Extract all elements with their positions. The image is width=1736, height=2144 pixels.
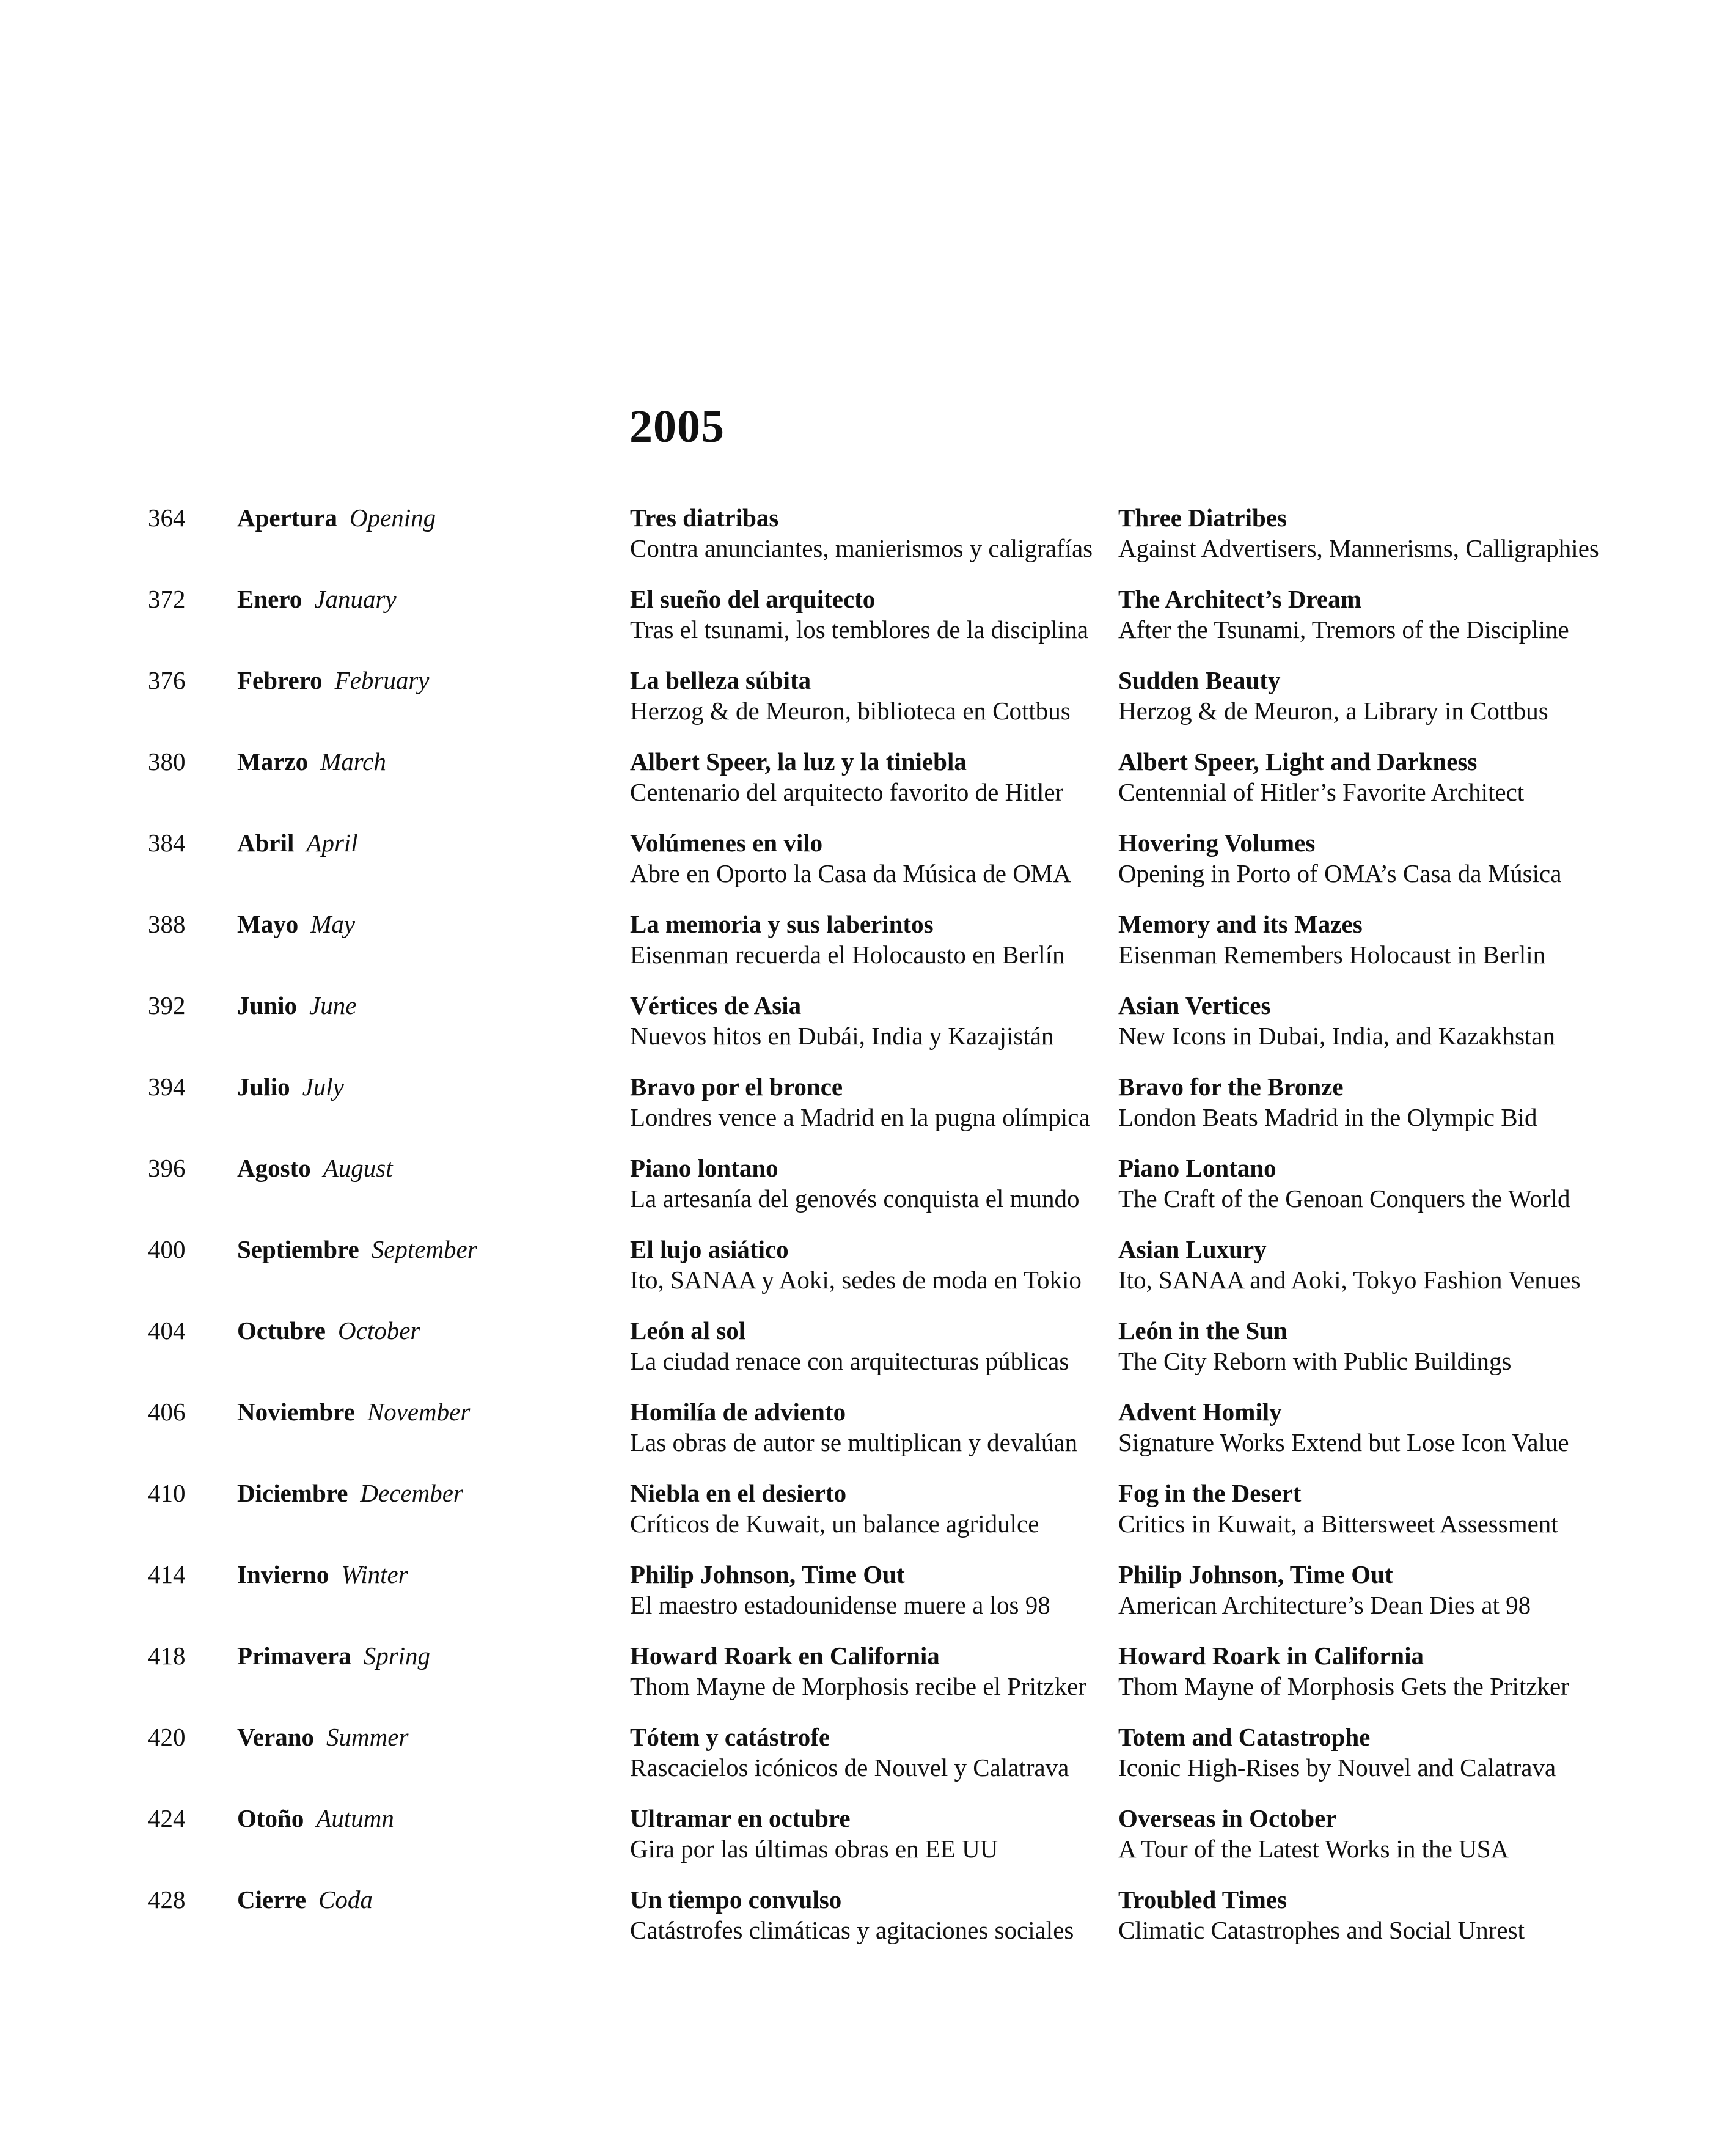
toc-entry bbox=[0, 1397, 1736, 1478]
section-label bbox=[237, 828, 358, 858]
spanish-article bbox=[630, 584, 1088, 645]
spanish-subtitle: Rascacielos icónicos de Nouvel y Calatrava bbox=[630, 1753, 1069, 1782]
english-title: Totem and Catastrophe bbox=[1118, 1723, 1371, 1751]
spanish-article bbox=[630, 1153, 1079, 1214]
spanish-article bbox=[630, 1722, 1069, 1783]
section-label bbox=[237, 990, 356, 1021]
english-title: Troubled Times bbox=[1118, 1885, 1287, 1914]
english-article bbox=[1118, 1478, 1558, 1539]
spanish-article bbox=[630, 1559, 1050, 1620]
english-article bbox=[1118, 828, 1561, 889]
english-subtitle: Herzog & de Meuron, a Library in Cottbus bbox=[1118, 697, 1548, 725]
spanish-title: Vértices de Asia bbox=[630, 991, 802, 1019]
section-label bbox=[237, 1722, 408, 1752]
section-spanish: Verano bbox=[237, 1723, 315, 1751]
spanish-subtitle: Tras el tsunami, los temblores de la disciplina bbox=[630, 615, 1089, 644]
spanish-title: Homilía de adviento bbox=[630, 1398, 846, 1426]
section-label bbox=[237, 584, 397, 614]
spanish-article bbox=[630, 1803, 998, 1864]
english-subtitle: The Craft of the Genoan Conquers the World bbox=[1118, 1184, 1570, 1213]
section-spanish: Abril bbox=[237, 829, 295, 857]
section-spanish: Apertura bbox=[237, 504, 337, 532]
section-english: March bbox=[320, 747, 386, 776]
page-number: 384 bbox=[148, 829, 186, 857]
english-subtitle: New Icons in Dubai, India, and Kazakhstan bbox=[1118, 1022, 1555, 1050]
english-title: Advent Homily bbox=[1118, 1398, 1282, 1426]
year-heading: 2005 bbox=[629, 401, 725, 452]
section-label bbox=[237, 665, 430, 696]
spanish-subtitle: Eisenman recuerda el Holocausto en Berlín bbox=[630, 941, 1065, 969]
section-english: June bbox=[309, 991, 357, 1019]
toc-entry bbox=[0, 1559, 1736, 1640]
english-title: León in the Sun bbox=[1118, 1316, 1287, 1345]
toc-entry bbox=[0, 1803, 1736, 1884]
spanish-title: El lujo asiático bbox=[630, 1235, 789, 1263]
section-label bbox=[237, 1884, 373, 1915]
section-english: December bbox=[360, 1479, 463, 1507]
section-label bbox=[237, 1559, 408, 1590]
english-title: Bravo for the Bronze bbox=[1118, 1073, 1344, 1101]
toc-entry bbox=[0, 828, 1736, 909]
english-subtitle: A Tour of the Latest Works in the USA bbox=[1118, 1835, 1509, 1863]
spanish-title: Ultramar en octubre bbox=[630, 1804, 851, 1832]
section-spanish: Enero bbox=[237, 585, 302, 613]
section-spanish: Junio bbox=[237, 991, 297, 1019]
spanish-title: Niebla en el desierto bbox=[630, 1479, 847, 1507]
english-title: Piano Lontano bbox=[1118, 1154, 1276, 1182]
english-article bbox=[1118, 502, 1599, 564]
page-number: 396 bbox=[148, 1154, 186, 1182]
section-label bbox=[237, 1640, 430, 1671]
english-subtitle: Opening in Porto of OMA’s Casa da Música bbox=[1118, 859, 1562, 887]
spanish-title: Volúmenes en vilo bbox=[630, 829, 823, 857]
page-number: 376 bbox=[148, 666, 186, 694]
spanish-title: Bravo por el bronce bbox=[630, 1073, 843, 1101]
section-english: Opening bbox=[349, 504, 436, 532]
section-english: Coda bbox=[318, 1885, 373, 1914]
section-label bbox=[237, 502, 436, 533]
section-spanish: Otoño bbox=[237, 1804, 304, 1832]
english-subtitle: After the Tsunami, Tremors of the Discipline bbox=[1118, 615, 1569, 644]
english-subtitle: Critics in Kuwait, a Bittersweet Assessment bbox=[1118, 1510, 1558, 1538]
english-article bbox=[1118, 1559, 1531, 1620]
spanish-article bbox=[630, 1315, 1069, 1376]
spanish-subtitle: Gira por las últimas obras en EE UU bbox=[630, 1835, 998, 1863]
section-english: April bbox=[306, 829, 358, 857]
section-english: November bbox=[367, 1398, 471, 1426]
section-english: Winter bbox=[341, 1560, 408, 1588]
english-title: Asian Vertices bbox=[1118, 991, 1271, 1019]
toc-entry bbox=[0, 746, 1736, 828]
spanish-subtitle: Abre en Oporto la Casa da Música de OMA bbox=[630, 859, 1071, 887]
spanish-article bbox=[630, 1397, 1077, 1458]
section-label bbox=[237, 1803, 394, 1834]
section-spanish: Septiembre bbox=[237, 1235, 359, 1263]
section-english: July bbox=[302, 1073, 344, 1101]
spanish-subtitle: Londres vence a Madrid en la pugna olímpica bbox=[630, 1103, 1090, 1131]
page-number: 410 bbox=[148, 1479, 186, 1507]
toc-entry bbox=[0, 665, 1736, 746]
spanish-article bbox=[630, 1234, 1082, 1295]
english-article bbox=[1118, 990, 1555, 1051]
english-title: Sudden Beauty bbox=[1118, 666, 1281, 694]
spanish-article bbox=[630, 665, 1071, 726]
english-article bbox=[1118, 1071, 1537, 1133]
english-article bbox=[1118, 1315, 1511, 1376]
english-subtitle: Centennial of Hitler’s Favorite Architect bbox=[1118, 778, 1525, 806]
page-number: 364 bbox=[148, 504, 186, 532]
english-article bbox=[1118, 1884, 1525, 1945]
toc-entry bbox=[0, 1071, 1736, 1153]
toc-entry bbox=[0, 990, 1736, 1071]
english-subtitle: Eisenman Remembers Holocaust in Berlin bbox=[1118, 941, 1546, 969]
section-spanish: Marzo bbox=[237, 747, 309, 776]
english-subtitle: Climatic Catastrophes and Social Unrest bbox=[1118, 1916, 1525, 1944]
spanish-title: León al sol bbox=[630, 1316, 746, 1345]
section-spanish: Cierre bbox=[237, 1885, 307, 1914]
spanish-article bbox=[630, 1640, 1086, 1702]
section-label bbox=[237, 746, 386, 777]
section-english: October bbox=[338, 1316, 420, 1345]
spanish-subtitle: Ito, SANAA y Aoki, sedes de moda en Tokio bbox=[630, 1266, 1082, 1294]
spanish-title: Albert Speer, la luz y la tiniebla bbox=[630, 747, 967, 776]
english-title: Howard Roark in California bbox=[1118, 1642, 1424, 1670]
spanish-subtitle: Nuevos hitos en Dubái, India y Kazajistán bbox=[630, 1022, 1054, 1050]
spanish-title: Piano lontano bbox=[630, 1154, 778, 1182]
section-english: May bbox=[310, 910, 356, 938]
spanish-subtitle: Centenario del arquitecto favorito de Hitler bbox=[630, 778, 1064, 806]
section-label bbox=[237, 909, 355, 939]
section-english: February bbox=[334, 666, 430, 694]
spanish-title: Philip Johnson, Time Out bbox=[630, 1560, 905, 1588]
spanish-subtitle: Críticos de Kuwait, un balance agridulce bbox=[630, 1510, 1039, 1538]
english-subtitle: Thom Mayne of Morphosis Gets the Pritzker bbox=[1118, 1672, 1569, 1700]
toc-entry bbox=[0, 1315, 1736, 1397]
page-number: 400 bbox=[148, 1235, 186, 1263]
english-title: The Architect’s Dream bbox=[1118, 585, 1361, 613]
spanish-title: Howard Roark en California bbox=[630, 1642, 940, 1670]
english-article bbox=[1118, 1153, 1570, 1214]
page-number: 388 bbox=[148, 910, 186, 938]
spanish-subtitle: Contra anunciantes, manierismos y caligrafías bbox=[630, 534, 1093, 562]
spanish-subtitle: La artesanía del genovés conquista el mundo bbox=[630, 1184, 1080, 1213]
section-spanish: Invierno bbox=[237, 1560, 329, 1588]
english-article bbox=[1118, 1722, 1556, 1783]
english-title: Three Diatribes bbox=[1118, 504, 1287, 532]
english-article bbox=[1118, 1234, 1580, 1295]
english-subtitle: American Architecture’s Dean Dies at 98 bbox=[1118, 1591, 1531, 1619]
section-spanish: Diciembre bbox=[237, 1479, 348, 1507]
toc-entry bbox=[0, 1478, 1736, 1559]
spanish-subtitle: Thom Mayne de Morphosis recibe el Pritzker bbox=[630, 1672, 1086, 1700]
page-number: 372 bbox=[148, 585, 186, 613]
english-subtitle: Iconic High-Rises by Nouvel and Calatrava bbox=[1118, 1753, 1556, 1782]
page-number: 392 bbox=[148, 991, 186, 1019]
spanish-article bbox=[630, 746, 1063, 807]
english-title: Asian Luxury bbox=[1118, 1235, 1267, 1263]
table-of-contents bbox=[0, 502, 1736, 1966]
page-number: 424 bbox=[148, 1804, 186, 1832]
spanish-subtitle: El maestro estadounidense muere a los 98 bbox=[630, 1591, 1050, 1619]
toc-entry bbox=[0, 1884, 1736, 1966]
english-subtitle: Against Advertisers, Mannerisms, Calligraphies bbox=[1118, 534, 1599, 562]
toc-entry bbox=[0, 1722, 1736, 1803]
english-article bbox=[1118, 1397, 1569, 1458]
english-title: Overseas in October bbox=[1118, 1804, 1337, 1832]
spanish-article bbox=[630, 990, 1053, 1051]
section-english: Autumn bbox=[316, 1804, 394, 1832]
section-spanish: Octubre bbox=[237, 1316, 326, 1345]
english-title: Fog in the Desert bbox=[1118, 1479, 1302, 1507]
page-number: 394 bbox=[148, 1073, 186, 1101]
page-number: 414 bbox=[148, 1560, 186, 1588]
spanish-subtitle: Las obras de autor se multiplican y devalúan bbox=[630, 1428, 1078, 1456]
page-number: 418 bbox=[148, 1642, 186, 1670]
english-title: Memory and its Mazes bbox=[1118, 910, 1363, 938]
spanish-title: El sueño del arquitecto bbox=[630, 585, 876, 613]
english-article bbox=[1118, 584, 1569, 645]
toc-entry bbox=[0, 1234, 1736, 1315]
section-label bbox=[237, 1071, 344, 1102]
spanish-subtitle: Herzog & de Meuron, biblioteca en Cottbus bbox=[630, 697, 1071, 725]
section-english: Spring bbox=[363, 1642, 431, 1670]
spanish-article bbox=[630, 909, 1065, 970]
spanish-article bbox=[630, 1071, 1090, 1133]
english-title: Philip Johnson, Time Out bbox=[1118, 1560, 1393, 1588]
section-spanish: Primavera bbox=[237, 1642, 351, 1670]
spanish-article bbox=[630, 1884, 1074, 1945]
spanish-title: La belleza súbita bbox=[630, 666, 811, 694]
toc-entry bbox=[0, 1153, 1736, 1234]
toc-entry bbox=[0, 909, 1736, 990]
page-number: 428 bbox=[148, 1885, 186, 1914]
page-number: 404 bbox=[148, 1316, 186, 1345]
section-label bbox=[237, 1478, 463, 1508]
english-title: Hovering Volumes bbox=[1118, 829, 1316, 857]
page-number: 420 bbox=[148, 1723, 186, 1751]
section-label bbox=[237, 1397, 470, 1427]
spanish-title: Un tiempo convulso bbox=[630, 1885, 842, 1914]
english-subtitle: Signature Works Extend but Lose Icon Value bbox=[1118, 1428, 1569, 1456]
spanish-subtitle: La ciudad renace con arquitecturas públicas bbox=[630, 1347, 1069, 1375]
spanish-title: Tres diatribas bbox=[630, 504, 779, 532]
english-article bbox=[1118, 1803, 1509, 1864]
section-spanish: Noviembre bbox=[237, 1398, 355, 1426]
spanish-article bbox=[630, 828, 1071, 889]
section-spanish: Julio bbox=[237, 1073, 290, 1101]
spanish-subtitle: Catástrofes climáticas y agitaciones sociales bbox=[630, 1916, 1074, 1944]
section-spanish: Mayo bbox=[237, 910, 299, 938]
english-title: Albert Speer, Light and Darkness bbox=[1118, 747, 1478, 776]
english-subtitle: Ito, SANAA and Aoki, Tokyo Fashion Venues bbox=[1118, 1266, 1581, 1294]
english-article bbox=[1118, 1640, 1569, 1702]
english-article bbox=[1118, 909, 1545, 970]
english-article bbox=[1118, 746, 1524, 807]
toc-entry bbox=[0, 502, 1736, 584]
section-english: Summer bbox=[326, 1723, 409, 1751]
section-label bbox=[237, 1234, 477, 1265]
section-english: January bbox=[314, 585, 397, 613]
english-subtitle: London Beats Madrid in the Olympic Bid bbox=[1118, 1103, 1537, 1131]
english-article bbox=[1118, 665, 1548, 726]
section-spanish: Agosto bbox=[237, 1154, 311, 1182]
spanish-article bbox=[630, 1478, 1039, 1539]
section-label bbox=[237, 1153, 393, 1183]
toc-entry bbox=[0, 584, 1736, 665]
spanish-title: Tótem y catástrofe bbox=[630, 1723, 830, 1751]
spanish-article bbox=[630, 502, 1093, 564]
english-subtitle: The City Reborn with Public Buildings bbox=[1118, 1347, 1512, 1375]
section-label bbox=[237, 1315, 420, 1346]
section-english: August bbox=[323, 1154, 393, 1182]
page-number: 406 bbox=[148, 1398, 186, 1426]
section-english: September bbox=[371, 1235, 477, 1263]
page-number: 380 bbox=[148, 747, 186, 776]
section-spanish: Febrero bbox=[237, 666, 323, 694]
spanish-title: La memoria y sus laberintos bbox=[630, 910, 934, 938]
toc-entry bbox=[0, 1640, 1736, 1722]
